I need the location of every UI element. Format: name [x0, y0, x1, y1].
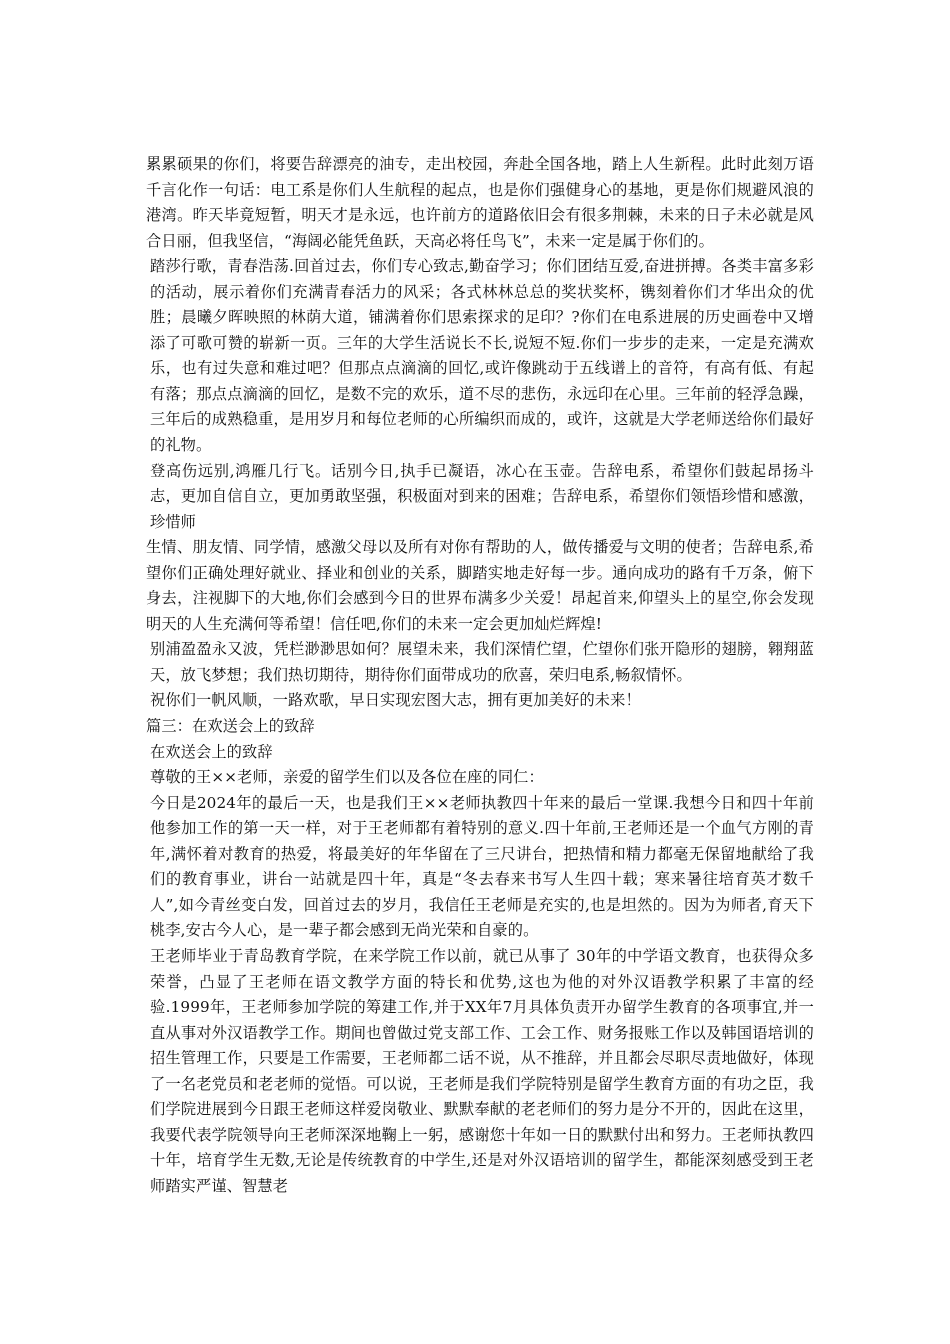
body-paragraph: 王老师毕业于青岛教育学院，在来学院工作以前，就已从事了 30年的中学语文教育，也获得众多荣誉，凸显了王老师在语文教学方面的特长和优势,这也为他的对外汉语教学积累了丰富的经验.1999年，王老师参加学院的筹建工作,并于XX年7月具体负责开办留学生教育的各项事宜,并一直从事对外汉语教学工作。期间也曾做过党支部工作、工会工作、财务报账工作以及韩国语培训的招生管理工作，只要是工作需要，王老师都二话不说，从不推辞，并且都会尽职尽责地做好，体现了一名老党员和老老师的觉悟。可以说，王老师是我们学院特别是留学生教育方面的有功之臣，我们学院进展到今日跟王老师这样爱岗敬业、默默奉献的老老师们的努力是分不开的，因此在这里，我要代表学院领导向王老师深深地鞠上一躬，感谢您十年如一日的默默付出和努力。王老师执教四十年，培育学生无数,无论是传统教育的中学生,还是对外汉语培训的留学生，都能深刻感受到王老师踏实严谨、智慧老 — [150, 946, 814, 1195]
section-heading: 篇三：在欢送会上的致辞 — [146, 717, 315, 736]
speech-salutation: 尊敬的王××老师，亲爱的留学生们以及各位在座的同仁： — [150, 768, 544, 787]
speech-title: 在欢送会上的致辞 — [150, 742, 273, 761]
body-paragraph: 累累硕果的你们，将要告辞漂亮的油专，走出校园，奔赴全国各地，踏上人生新程。此时此刻万语千言化作一句话：电工系是你们人生航程的起点，也是你们强健身心的基地，更是你们规避风浪的港湾。昨天毕竟短暂，明天才是永远，也许前方的道路依旧会有很多荆棘，未来的日子未必就是风合日丽，但我坚信，“海阔必能凭鱼跃，天高必将任鸟飞”，未来一定是属于你们的。 — [146, 155, 814, 250]
body-paragraph: 别浦盈盈永又波，凭栏渺渺思如何？展望未来，我们深情伫望，伫望你们张开隐形的翅膀，翱翔蓝天，放飞梦想；我们热切期待，期待你们面带成功的欣喜，荣归电系,畅叙情怀。 — [150, 640, 814, 684]
document-page — [146, 152, 814, 1199]
body-paragraph: 登高伤远别,鸿雁几行飞。话别今日,执手已凝语，冰心在玉壶。告辞电系，希望你们鼓起昂扬斗志，更加自信自立，更加勇敢坚强，积极面对到来的困难；告辞电系，希望你们领悟珍惜和感激，珍惜师 — [150, 461, 814, 531]
body-paragraph: 生情、朋友情、同学情，感激父母以及所有对你有帮助的人，做传播爱与文明的使者；告辞电系,希望你们正确处理好就业、择业和创业的关系，脚踏实地走好每一步。通向成功的路有千万条，俯下身去，注视脚下的大地,你们会感到今日的世界布满多少关爱！昂起首来,仰望头上的星空,你会发现明天的人生充满何等希望！信任吧,你们的未来一定会更加灿烂辉煌! — [146, 538, 814, 633]
body-paragraph: 踏莎行歌，青春浩荡.回首过去，你们专心致志,勤奋学习；你们团结互爱,奋进拼搏。各类丰富多彩的活动，展示着你们充满青春活力的风采；各式林林总总的奖状奖杯，镌刻着你们才华出众的优胜；晨曦夕晖映照的林荫大道，铺满着你们思索探求的足印？?你们在电系进展的历史画卷中又增添了可歌可赞的崭新一页。三年的大学生活说长不长,说短不短.你们一步步的走来，一定是充满欢乐，也有过失意和难过吧？但那点点滴滴的回忆,或许像跳动于五线谱上的音符，有高有低、有起有落；那点点滴滴的回忆，是数不完的欢乐，道不尽的悲伤，永远印在心里。三年前的轻浮急躁，三年后的成熟稳重，是用岁月和每位老师的心所编织而成的，或许，这就是大学老师送给你们最好的礼物。 — [150, 257, 814, 455]
body-paragraph: 今日是2024年的最后一天，也是我们王××老师执教四十年来的最后一堂课.我想今日和四十年前他参加工作的第一天一样，对于王老师都有着特别的意义.四十年前,王老师还是一个血气方刚的青年,满怀着对教育的热爱，将最美好的年华留在了三尺讲台，把热情和精力都毫无保留地献给了我们的教育事业，讲台一站就是四十年，真是“冬去春来书写人生四十载；寒来暑往培育英才数千人”,如今青丝变白发，回首过去的岁月，我信任王老师是充实的,也是坦然的。因为为师者,育天下桃李,安古今人心，是一辈子都会感到无尚光荣和自豪的。 — [150, 793, 814, 940]
body-paragraph: 祝你们一帆风顺，一路欢歌，早日实现宏图大志，拥有更加美好的未来！ — [150, 691, 641, 710]
